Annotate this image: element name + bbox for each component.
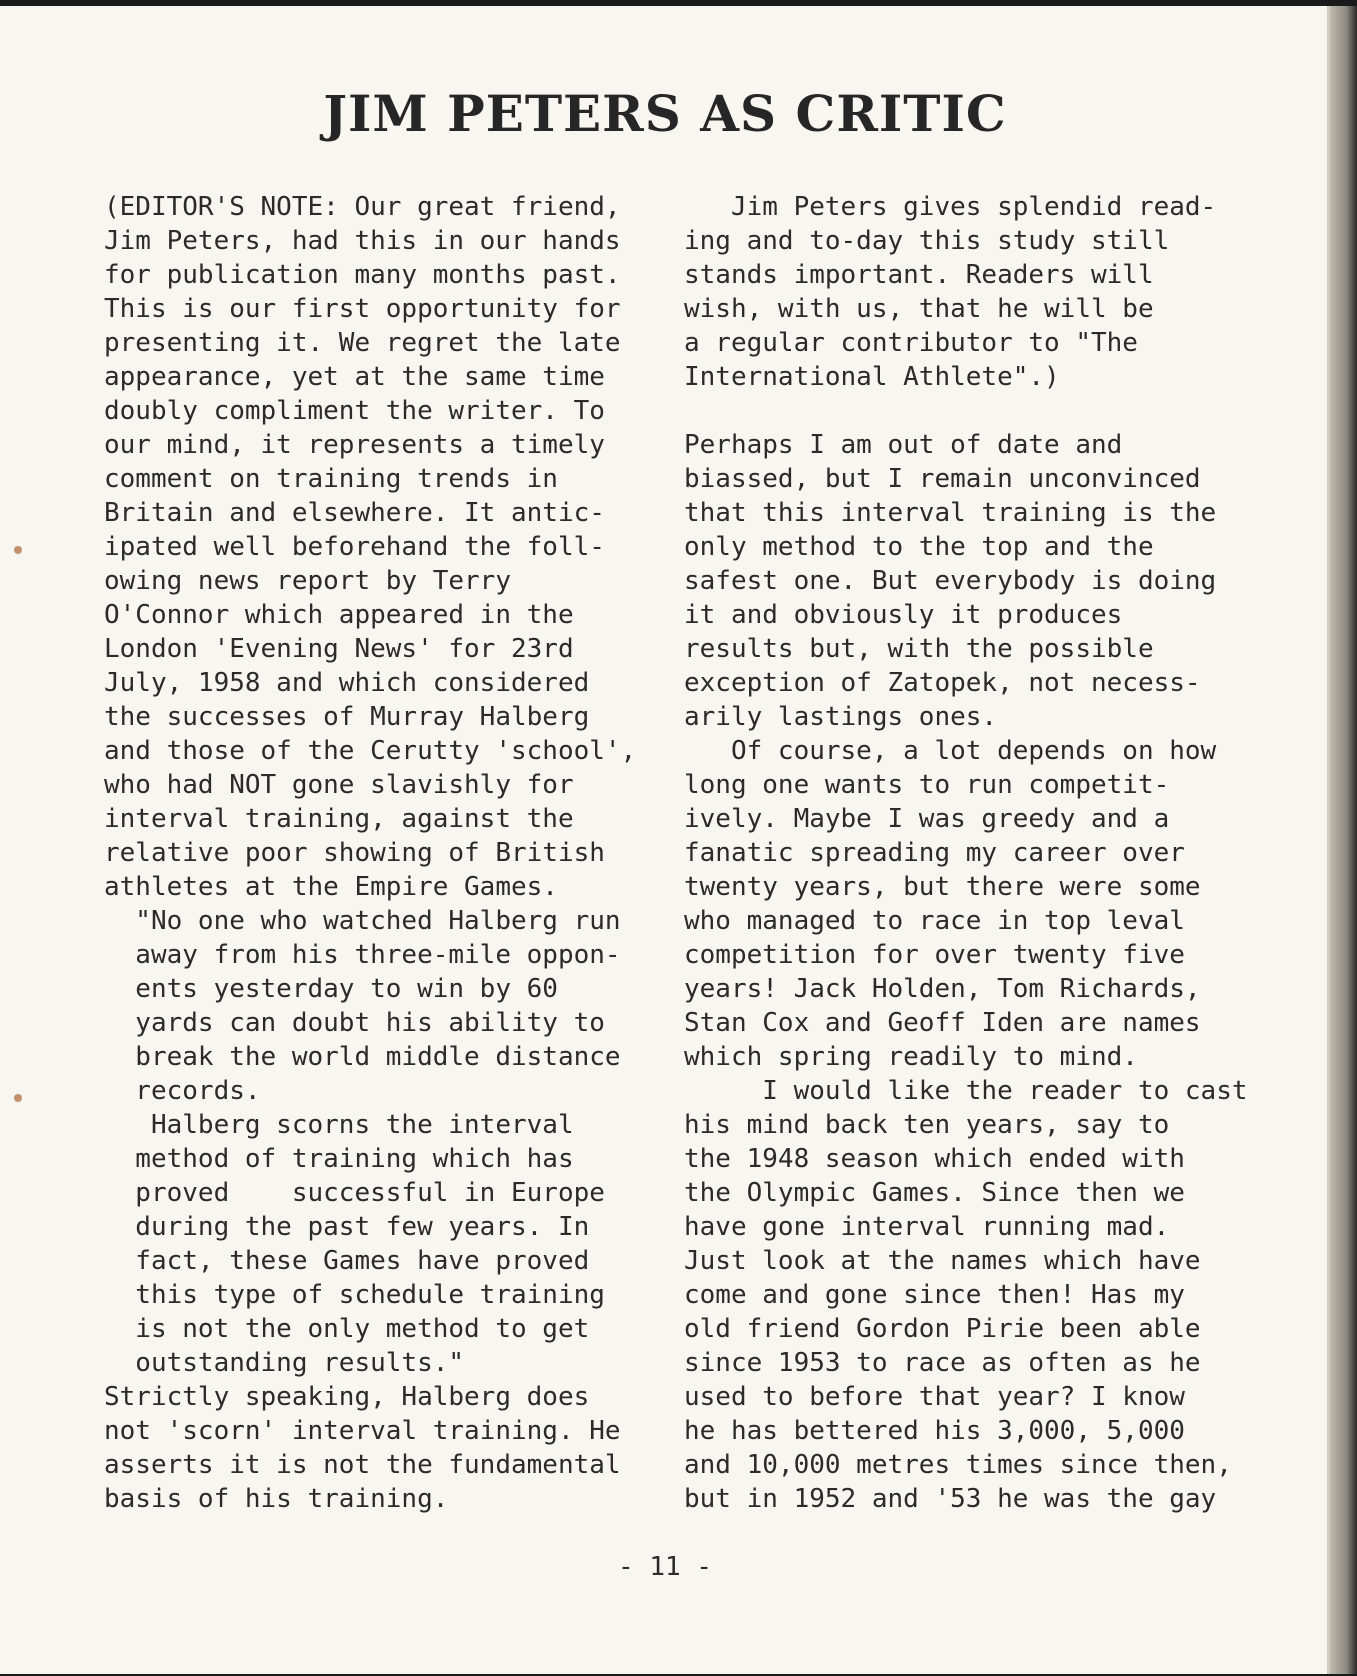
text-line: doubly compliment the writer. To — [104, 396, 605, 426]
right-text-column — [684, 190, 1284, 1516]
text-line: comment on training trends in — [104, 464, 558, 494]
text-line: ively. Maybe I was greedy and a — [684, 804, 1170, 834]
text-line: stands important. Readers will — [684, 260, 1154, 290]
text-line: Just look at the names which have — [684, 1246, 1201, 1276]
text-line: the successes of Murray Halberg — [104, 702, 590, 732]
text-line: proved successful in Europe — [104, 1178, 605, 1208]
text-line: old friend Gordon Pirie been able — [684, 1314, 1201, 1344]
text-line: and those of the Cerutty 'school', — [104, 736, 637, 766]
text-line: wish, with us, that he will be — [684, 294, 1154, 324]
text-line: exception of Zatopek, not necess- — [684, 668, 1201, 698]
text-line: who had NOT gone slavishly for — [104, 770, 574, 800]
text-line: he has bettered his 3,000, 5,000 — [684, 1416, 1185, 1446]
text-line: but in 1952 and '53 he was the gay — [684, 1484, 1217, 1514]
text-line: records. — [104, 1076, 261, 1106]
text-line: it and obviously it produces — [684, 600, 1123, 630]
text-line: asserts it is not the fundamental — [104, 1450, 621, 1480]
text-line: used to before that year? I know — [684, 1382, 1185, 1412]
text-line: appearance, yet at the same time — [104, 362, 605, 392]
page-number: - 11 - — [618, 1552, 712, 1582]
text-line: for publication many months past. — [104, 260, 621, 290]
text-line: results but, with the possible — [684, 634, 1154, 664]
text-line: since 1953 to race as often as he — [684, 1348, 1201, 1378]
text-line: method of training which has — [104, 1144, 574, 1174]
text-line: away from his three-mile oppon- — [104, 940, 621, 970]
text-line: a regular contributor to "The — [684, 328, 1138, 358]
text-line: his mind back ten years, say to — [684, 1110, 1170, 1140]
text-line: ipated well beforehand the foll- — [104, 532, 605, 562]
rust-spot — [14, 546, 22, 554]
text-line: and 10,000 metres times since then, — [684, 1450, 1232, 1480]
text-line: fact, these Games have proved — [104, 1246, 590, 1276]
text-line — [684, 394, 1284, 428]
text-line: that this interval training is the — [684, 498, 1217, 528]
text-line: Strictly speaking, Halberg does — [104, 1382, 590, 1412]
text-line: Jim Peters, had this in our hands — [104, 226, 621, 256]
text-line: competition for over twenty five — [684, 940, 1185, 970]
text-line: presenting it. We regret the late — [104, 328, 621, 358]
text-line: yards can doubt his ability to — [104, 1008, 605, 1038]
text-line: Halberg scorns the interval — [104, 1110, 574, 1140]
text-line: relative poor showing of British — [104, 838, 605, 868]
text-line: which spring readily to mind. — [684, 1042, 1138, 1072]
text-line: during the past few years. In — [104, 1212, 590, 1242]
text-line: have gone interval running mad. — [684, 1212, 1170, 1242]
text-line: arily lastings ones. — [684, 702, 998, 732]
text-line: Of course, a lot depends on how — [684, 736, 1217, 766]
text-line: come and gone since then! Has my — [684, 1280, 1185, 1310]
text-line: Britain and elsewhere. It antic- — [104, 498, 605, 528]
text-line: the Olympic Games. Since then we — [684, 1178, 1185, 1208]
text-line: Perhaps I am out of date and — [684, 430, 1123, 460]
text-line: break the world middle distance — [104, 1042, 621, 1072]
text-line: ing and to-day this study still — [684, 226, 1170, 256]
text-line: International Athlete".) — [684, 362, 1060, 392]
text-line: twenty years, but there were some — [684, 872, 1201, 902]
document-page — [0, 6, 1330, 1674]
text-line: Stan Cox and Geoff Iden are names — [684, 1008, 1201, 1038]
text-line: I would like the reader to cast — [684, 1076, 1248, 1106]
text-line: athletes at the Empire Games. — [104, 872, 558, 902]
text-line: Jim Peters gives splendid read- — [684, 192, 1217, 222]
text-line: (EDITOR'S NOTE: Our great friend, — [104, 192, 621, 222]
rust-spot — [14, 1094, 22, 1102]
text-line: fanatic spreading my career over — [684, 838, 1185, 868]
page-edge-shadow — [1330, 6, 1357, 1674]
left-text-column — [104, 190, 684, 1516]
text-line: our mind, it represents a timely — [104, 430, 605, 460]
text-line: This is our first opportunity for — [104, 294, 621, 324]
text-line: owing news report by Terry — [104, 566, 511, 596]
text-line: London 'Evening News' for 23rd — [104, 634, 574, 664]
text-line: ents yesterday to win by 60 — [104, 974, 558, 1004]
text-line: years! Jack Holden, Tom Richards, — [684, 974, 1201, 1004]
text-line: July, 1958 and which considered — [104, 668, 590, 698]
text-line: safest one. But everybody is doing — [684, 566, 1217, 596]
text-line: not 'scorn' interval training. He — [104, 1416, 621, 1446]
text-line: interval training, against the — [104, 804, 574, 834]
text-line: only method to the top and the — [684, 532, 1154, 562]
text-line: the 1948 season which ended with — [684, 1144, 1185, 1174]
text-line: basis of his training. — [104, 1484, 449, 1514]
text-line: is not the only method to get — [104, 1314, 590, 1344]
article-title: JIM PETERS AS CRITIC — [323, 84, 1007, 143]
text-line: long one wants to run competit- — [684, 770, 1170, 800]
text-line: outstanding results." — [104, 1348, 465, 1378]
text-line: "No one who watched Halberg run — [104, 906, 621, 936]
text-line: who managed to race in top leval — [684, 906, 1185, 936]
text-line: O'Connor which appeared in the — [104, 600, 574, 630]
text-line: biassed, but I remain unconvinced — [684, 464, 1201, 494]
text-line: this type of schedule training — [104, 1280, 605, 1310]
